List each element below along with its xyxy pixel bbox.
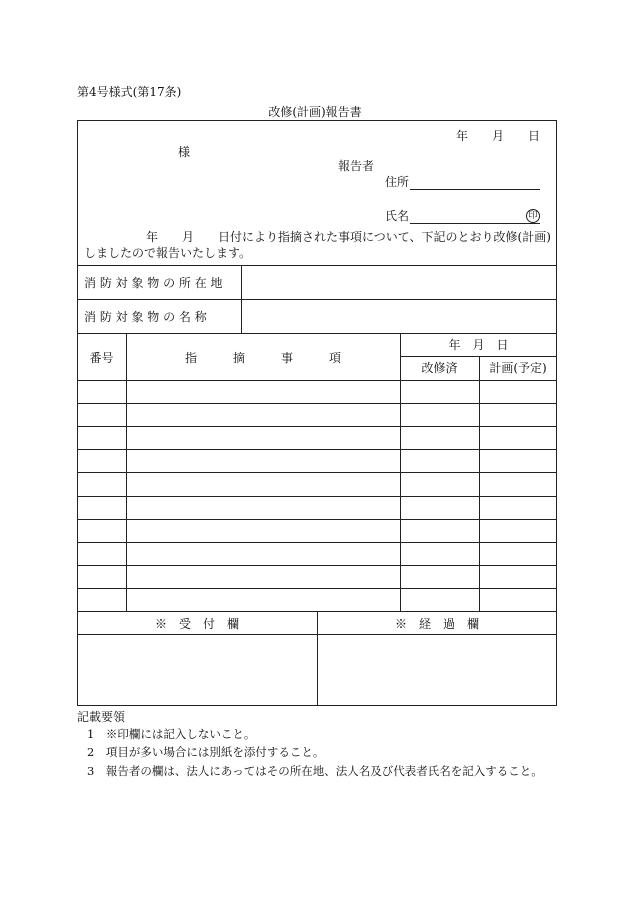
form-number: 第4号様式(第17条) [77,85,182,99]
name-label: 氏名 [385,209,410,223]
table-row-divider [77,588,557,589]
header-planned: 計画(予定) [489,361,547,375]
reception-box[interactable] [78,635,316,705]
address-label: 住所 [385,175,410,189]
header-number: 番号 [89,351,114,365]
divider [77,333,557,334]
table-row-divider [77,565,557,566]
table-row-divider [77,519,557,520]
table-row-divider [77,496,557,497]
name-row-label: 消 防 対 象 物 の 名 称 [84,310,207,324]
name-field[interactable] [410,223,540,224]
note-item: 1 ※印欄には記入しないこと。 [87,727,256,741]
note-item: 3 報告者の欄は、法人にあってはその所在地、法人名及び代表者氏名を記入すること。 [87,764,543,778]
note-item: 2 項目が多い場合には別紙を添付すること。 [87,745,325,759]
table-row-divider [77,449,557,450]
progress-box[interactable] [318,635,556,705]
body-line-2: しましたので報告いたします。 [84,246,252,260]
header-item: 指 摘 事 項 [184,351,341,365]
location-label: 消 防 対 象 物 の 所 在 地 [84,276,223,290]
divider [479,356,480,611]
header-date-group: 年 月 日 [448,338,509,352]
divider [77,265,557,266]
seal-mark: 印 [526,209,540,223]
divider [400,333,401,611]
divider [241,265,242,333]
reception-label: ※ 受 付 欄 [154,617,239,631]
progress-label: ※ 経 過 欄 [394,617,479,631]
address-field[interactable] [410,189,540,190]
divider [126,333,127,611]
table-row-divider [77,426,557,427]
table-row-divider [77,542,557,543]
date-line[interactable]: 年 月 日 [456,129,541,143]
body-line-1: 年 月 日付により指摘された事項について、下記のとおり改修(計画) [146,230,551,244]
table-row-divider [77,403,557,404]
divider [77,299,557,300]
addressee-suffix: 様 [178,145,191,159]
table-row-divider [77,472,557,473]
header-repaired: 改修済 [421,361,458,375]
reporter-label: 報告者 [338,159,375,173]
form-title: 改修(計画)報告書 [268,105,362,119]
notes-heading: 記載要領 [77,710,126,724]
table-row-divider [77,380,557,381]
